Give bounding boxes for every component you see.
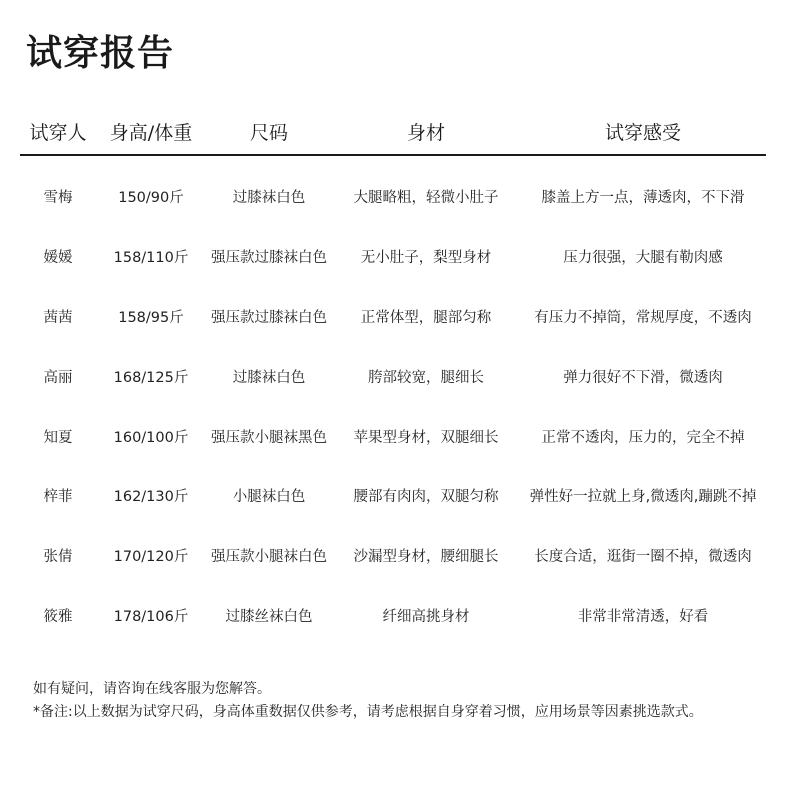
cell-height-weight: 158/95斤: [118, 309, 184, 326]
table-row: [20, 227, 766, 287]
cell-name: 张倩: [43, 549, 73, 566]
table-row: [20, 406, 766, 466]
cell-body: 胯部较宽，腿细长: [368, 369, 484, 386]
table-row: [20, 346, 766, 406]
header-body: 身材: [406, 121, 445, 144]
cell-name: 雪梅: [43, 190, 73, 207]
cell-body: 正常体型，腿部匀称: [360, 309, 492, 326]
cell-height-weight: 150/90斤: [118, 190, 184, 207]
cell-name: 梓菲: [43, 489, 73, 506]
disclaimer-note: *备注:以上数据为试穿尺码，身高体重数据仅供参考，请考虑根据自身穿着习惯，应用场景等因素挑选款式。: [33, 704, 703, 720]
cell-size: 小腿袜白色: [232, 489, 306, 506]
cell-name: 筱雅: [43, 608, 73, 625]
header-size: 尺码: [249, 121, 288, 144]
cell-body: 大腿略粗，轻微小肚子: [353, 190, 499, 207]
notes: [33, 678, 703, 724]
cell-height-weight: 158/110斤: [113, 250, 189, 267]
cell-size: 强压款过膝袜白色: [211, 250, 327, 267]
cell-body: 苹果型身材，双腿细长: [353, 429, 499, 446]
cell-size: 过膝袜白色: [232, 190, 306, 207]
cell-size: 过膝袜白色: [232, 369, 306, 386]
table-row: [20, 167, 766, 227]
try-on-table: [20, 108, 766, 645]
cell-feel: 非常非常清透，好看: [577, 608, 709, 625]
cell-height-weight: 178/106斤: [113, 608, 189, 625]
table-row: [20, 586, 766, 646]
cell-height-weight: 168/125斤: [113, 369, 189, 386]
cell-size: 强压款过膝袜白色: [211, 309, 327, 326]
page-title: 试穿报告: [26, 33, 175, 74]
cell-feel: 压力很强，大腿有勒肉感: [563, 250, 723, 267]
cell-size: 强压款小腿袜黑色: [211, 429, 327, 446]
header-feel: 试穿感受: [604, 121, 681, 144]
cell-body: 沙漏型身材，腰细腿长: [353, 549, 499, 566]
cell-body: 腰部有肉肉，双腿匀称: [353, 489, 499, 506]
table-header: [20, 108, 766, 156]
table-row: [20, 287, 766, 347]
cell-height-weight: 162/130斤: [113, 489, 189, 506]
cell-feel: 有压力不掉筒，常规厚度，不透肉: [534, 309, 752, 326]
cell-feel: 正常不透肉，压力的，完全不掉: [541, 429, 745, 446]
header-name: 试穿人: [29, 121, 87, 144]
cell-body: 纤细高挑身材: [382, 608, 470, 625]
cell-feel: 弹力很好不下滑，微透肉: [563, 369, 723, 386]
cell-size: 强压款小腿袜白色: [211, 549, 327, 566]
cell-height-weight: 170/120斤: [113, 549, 189, 566]
table-body: [20, 167, 766, 645]
contact-note: 如有疑问，请咨询在线客服为您解答。: [33, 681, 271, 697]
cell-height-weight: 160/100斤: [113, 429, 189, 446]
cell-feel: 长度合适，逛街一圈不掉，微透肉: [534, 549, 752, 566]
cell-size: 过膝丝袜白色: [225, 608, 313, 625]
table-row: [20, 526, 766, 586]
cell-feel: 膝盖上方一点，薄透肉，不下滑: [541, 190, 745, 207]
header-height-weight: 身高/体重: [109, 121, 193, 144]
table-row: [20, 466, 766, 526]
cell-name: 茜茜: [43, 309, 73, 326]
cell-body: 无小肚子，梨型身材: [360, 250, 492, 267]
cell-name: 媛媛: [43, 250, 73, 267]
cell-feel: 弹性好一拉就上身,微透肉,蹦跳不掉: [529, 489, 757, 506]
cell-name: 高丽: [43, 369, 73, 386]
cell-name: 知夏: [43, 429, 73, 446]
